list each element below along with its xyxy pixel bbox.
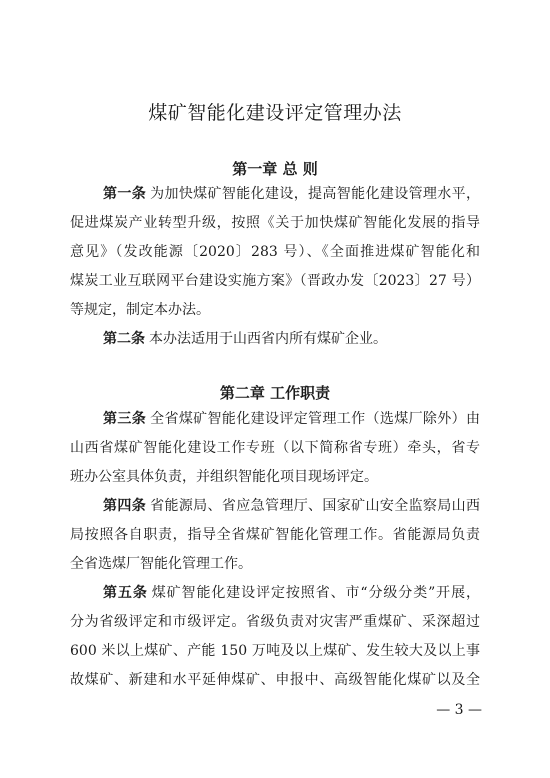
article-3-line-3: 班办公室具体负责，并组织智能化项目现场评定。 — [70, 469, 378, 485]
chapter-2-heading: 第二章 工作职责 — [219, 384, 331, 402]
article-5-line-3: 600 米以上煤矿、产能 150 万吨及以上煤矿、发生较大及以上事 — [70, 643, 480, 659]
article-1-label: 第一条 — [103, 186, 147, 202]
article-1-line-2: 促进煤炭产业转型升级，按照《关于加快煤矿智能化发展的指导 — [70, 215, 480, 231]
article-4-label: 第四条 — [103, 498, 147, 514]
article-4-line-3: 全省选煤厂智能化管理工作。 — [70, 556, 252, 572]
document-title: 煤矿智能化建设评定管理办法 — [148, 102, 402, 124]
article-4-line-2: 局按照各自职责，指导全省煤矿智能化管理工作。省能源局负责 — [70, 527, 480, 543]
article-5-line-2: 分为省级评定和市级评定。省级负责对灾害严重煤矿、采深超过 — [70, 614, 480, 630]
article-1-line-4: 煤炭工业互联网平台建设实施方案》（晋政办发〔2023〕27 号） — [70, 273, 480, 289]
chapter-1-heading: 第一章 总 则 — [232, 160, 318, 178]
article-2-line-1: 第二条 本办法适用于山西省内所有煤矿企业。 — [103, 331, 387, 347]
article-2-label: 第二条 — [103, 331, 145, 347]
article-5-line-4: 故煤矿、新建和水平延伸煤矿、申报中、高级智能化煤矿以及全 — [70, 672, 480, 688]
article-1-line-5: 等规定，制定本办法。 — [70, 302, 210, 318]
article-1-line-1: 第一条 为加快煤矿智能化建设，提高智能化建设管理水平， — [103, 186, 481, 202]
article-1-line-3: 意见》（发改能源〔2020〕283 号）、《全面推进煤矿智能化和 — [70, 244, 480, 260]
page-number: — 3 — — [436, 702, 482, 718]
article-3-label: 第三条 — [103, 411, 147, 427]
article-3-line-1: 第三条 全省煤矿智能化建设评定管理工作（选煤厂除外）由 — [103, 411, 481, 427]
article-5-line-1: 第五条 煤矿智能化建设评定按照省、市“分级分类”开展， — [103, 585, 480, 601]
article-3-line-2: 山西省煤矿智能化建设工作专班（以下简称省专班）牵头，省专 — [70, 440, 480, 456]
article-5-label: 第五条 — [103, 585, 148, 601]
article-4-line-1: 第四条 省能源局、省应急管理厅、国家矿山安全监察局山西 — [103, 498, 481, 514]
